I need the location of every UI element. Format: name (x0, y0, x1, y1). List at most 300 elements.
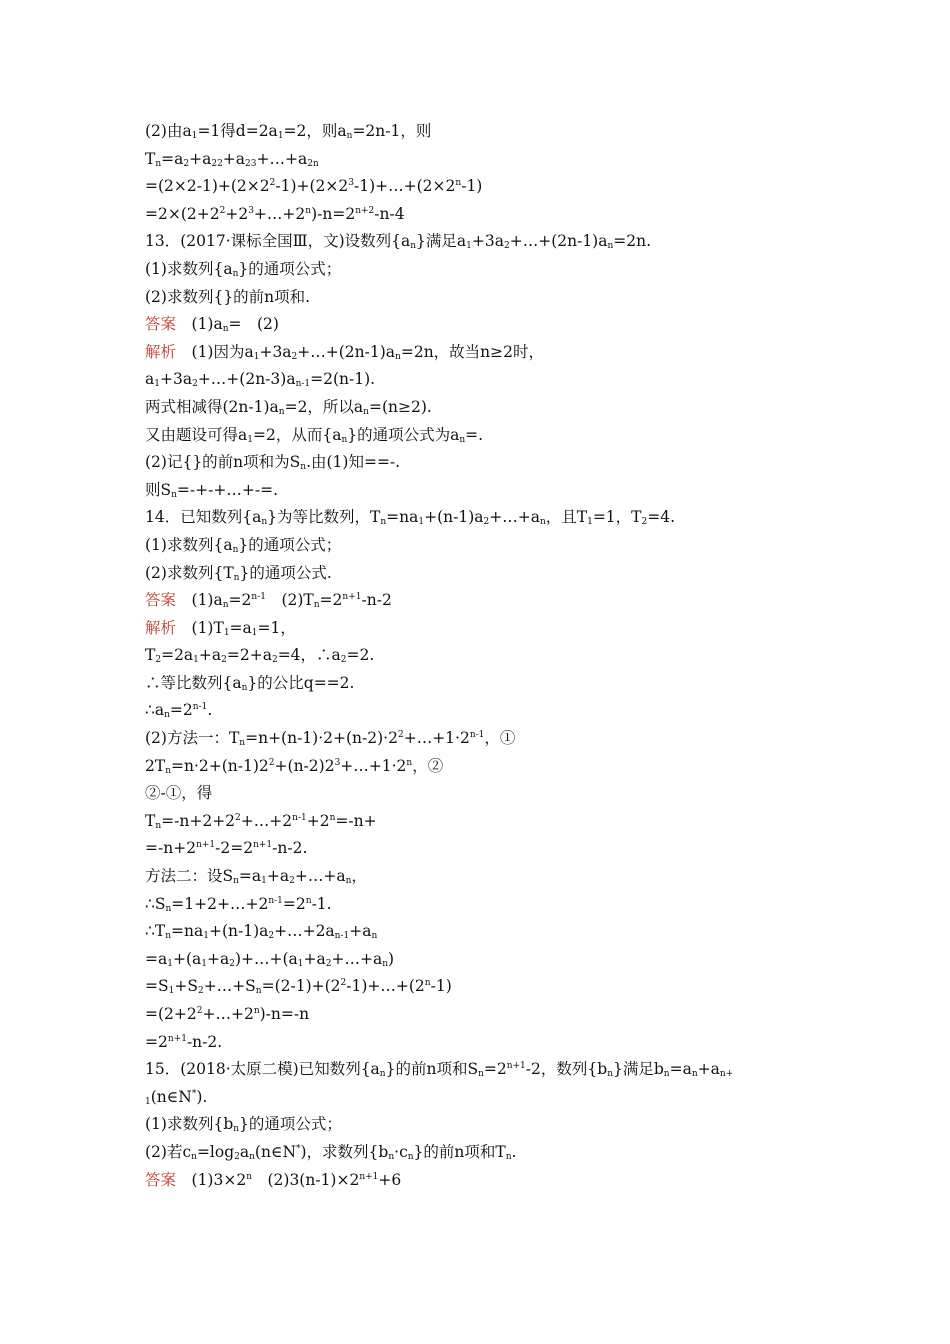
subscript: 2 (229, 958, 235, 969)
subscript: 1 (277, 131, 284, 141)
text-segment: =2+a (226, 646, 272, 665)
text-segment: -1) (461, 177, 483, 196)
subscript: n (607, 241, 614, 252)
subscript: n (278, 406, 285, 417)
subscript: 2 (192, 379, 198, 390)
text-segment: 14．已知数列{a (145, 508, 262, 527)
subscript: n (241, 682, 248, 693)
text-segment: }的公比q==2. (247, 673, 355, 692)
text-segment: 又由题设可得a (145, 425, 248, 444)
subscript: 1 (587, 517, 593, 528)
subscript: n (607, 1069, 613, 1080)
text-line (145, 918, 825, 946)
text-segment: (2)3(n-1)×2 (251, 1170, 360, 1189)
text-segment: =2×(2+2 (145, 204, 220, 223)
text-segment: ). (196, 1087, 208, 1106)
subscript: n (395, 351, 401, 362)
text-segment: -1)+…+(2 (346, 977, 425, 996)
text-segment: ∴T (145, 922, 166, 941)
subscript: 1 (247, 434, 253, 445)
text-segment: =2 (483, 1060, 507, 1079)
text-segment: =2a (161, 646, 194, 665)
subscript: n (165, 765, 171, 776)
text-line (145, 1001, 825, 1029)
subscript: 1 (193, 655, 199, 666)
subscript: n (663, 1069, 670, 1080)
subscript: 2 (197, 986, 204, 997)
subscript: 1 (168, 986, 175, 997)
text-segment: =(2+2 (145, 1005, 197, 1023)
subscript: 2n (307, 158, 319, 169)
text-line (145, 835, 825, 863)
subscript: 2 (291, 351, 298, 362)
text-segment: (2)求数列{}的前n项和. (145, 287, 311, 306)
text-line (145, 642, 825, 670)
text-line (145, 946, 825, 974)
text-segment: +…+1·2 (340, 756, 407, 775)
text-line (145, 284, 825, 312)
text-segment: }满足a (416, 232, 467, 251)
text-segment: =a (161, 149, 184, 168)
text-segment: +a (697, 1060, 720, 1079)
superscript: n-1 (192, 702, 208, 713)
text-line (145, 615, 825, 643)
text-segment: . (511, 1142, 517, 1161)
text-segment: =2，所以a (284, 397, 364, 416)
subscript: n (233, 572, 240, 583)
text-segment: (1)3×2 (176, 1170, 247, 1189)
text-line (145, 311, 825, 339)
superscript: n+1 (167, 1033, 187, 1044)
subscript: 1 (191, 131, 198, 141)
answer-label: 解析 (145, 342, 177, 361)
subscript: n (300, 462, 307, 473)
subscript: n (239, 738, 246, 749)
subscript: 2 (234, 1151, 240, 1162)
text-segment: =a (229, 618, 252, 637)
subscript: n (233, 1124, 240, 1135)
superscript: 2 (196, 1006, 203, 1016)
text-segment: T (145, 646, 156, 665)
superscript: n (424, 978, 431, 989)
text-segment: -1. (311, 894, 332, 913)
text-segment: +a (189, 149, 212, 168)
text-segment: =2，从而{a (252, 425, 342, 444)
text-line (145, 587, 825, 615)
text-segment: = (2) (228, 315, 279, 334)
subscript: 2 (483, 517, 490, 528)
text-segment: +(n-1)a (208, 922, 269, 941)
subscript: 1 (297, 958, 304, 969)
text-segment: +2 (306, 811, 330, 830)
subscript: n (313, 600, 320, 611)
text-segment: a (239, 1142, 250, 1161)
text-segment: =1+2+…+2 (171, 894, 269, 913)
text-segment: T (145, 149, 156, 168)
text-segment: =2. (346, 646, 375, 665)
text-line (145, 753, 825, 781)
text-segment: N (282, 1142, 296, 1161)
text-segment: =2 (145, 1032, 168, 1051)
subscript: n (232, 544, 239, 555)
subscript: n (363, 406, 369, 417)
subscript: 2 (641, 517, 648, 528)
superscript: n (305, 895, 312, 906)
text-segment: -2，数列{b (525, 1060, 608, 1079)
subscript: n (505, 1151, 512, 1162)
text-segment: (1)求数列{a (145, 535, 233, 554)
text-segment: ， (351, 867, 367, 886)
text-segment: -1)+(2×2 (275, 177, 349, 196)
text-segment: =(2×2-1)+(2×2 (145, 177, 270, 196)
text-segment: ，① (484, 729, 516, 748)
superscript: 2 (269, 178, 276, 189)
text-segment: 2T (145, 756, 166, 775)
text-segment: 两式相减得(2n-1)a (145, 397, 279, 416)
superscript: 3 (348, 178, 355, 189)
subscript: 22 (211, 158, 223, 169)
subscript: 1 (466, 241, 472, 252)
text-line (145, 449, 825, 477)
subscript: n (191, 1151, 197, 1162)
superscript: n+1 (196, 840, 216, 851)
text-line (145, 670, 825, 698)
text-segment: +…+a (489, 508, 540, 527)
text-line (145, 1056, 825, 1084)
text-segment: -1)+…+(2×2 (354, 177, 456, 196)
text-line (145, 118, 825, 146)
subscript: 1 (154, 379, 160, 390)
subscript: n (222, 324, 229, 335)
superscript: * (191, 1088, 197, 1099)
subscript: 2 (268, 931, 275, 942)
subscript: n (380, 517, 387, 528)
text-segment: +3a (159, 370, 193, 389)
text-segment: +…+a (331, 949, 383, 968)
superscript: * (296, 1143, 301, 1154)
text-segment: +(n-1)a (424, 508, 484, 527)
superscript: n-1 (251, 592, 266, 603)
text-segment: 则S (145, 480, 172, 499)
text-line (145, 780, 825, 808)
text-line (145, 891, 825, 919)
superscript: n+1 (342, 592, 362, 603)
text-segment: 15．(2018·太原二模)已知数列{a (145, 1060, 380, 1079)
text-segment: }的通项公式； (238, 535, 342, 554)
text-line (145, 532, 825, 560)
text-line (145, 725, 825, 753)
subscript: 1 (145, 1096, 151, 1107)
subscript: n (171, 489, 177, 500)
subscript: n (341, 434, 348, 445)
text-segment: . (207, 701, 213, 720)
text-segment: =2 (319, 591, 343, 610)
text-segment: T (145, 811, 156, 830)
text-segment: ∴a (145, 701, 165, 720)
text-segment: +3a (471, 232, 504, 251)
text-line (145, 863, 825, 891)
subscript: n-1 (334, 931, 350, 942)
text-segment: +…+1·2 (403, 729, 470, 748)
superscript: n (329, 812, 336, 823)
text-line (145, 146, 825, 174)
text-segment: )-n=2 (311, 204, 356, 223)
text-segment: )-n=-n (259, 1005, 310, 1023)
text-segment: (1)因为a (176, 342, 254, 361)
text-segment: +…+2 (253, 204, 306, 223)
subscript: 2 (325, 958, 332, 969)
text-segment: (1)a (176, 315, 223, 334)
superscript: n+1 (253, 840, 273, 851)
text-segment: =4，∴a (277, 646, 341, 665)
text-segment: =2 (282, 894, 306, 913)
subscript: 1 (261, 876, 267, 887)
text-segment: -1) (430, 977, 452, 996)
subscript: 1 (203, 931, 209, 942)
superscript: n+2 (355, 205, 375, 216)
text-segment: =1得d=2a (197, 122, 278, 140)
text-line (145, 339, 825, 367)
text-line (145, 1084, 825, 1112)
text-segment: +a (349, 922, 372, 941)
subscript: n (410, 241, 417, 252)
text-segment: +…+(2n-1)a (509, 232, 608, 251)
text-line (145, 560, 825, 588)
text-segment: (n∈ (254, 1142, 283, 1161)
text-line (145, 973, 825, 1001)
subscript: 1 (201, 958, 207, 969)
text-segment: =n·2+(n-1)2 (171, 756, 269, 775)
text-segment: =(n≥2). (368, 397, 432, 416)
text-line (145, 1139, 825, 1167)
subscript: n (222, 600, 229, 611)
superscript: 2 (268, 757, 275, 768)
text-line (145, 394, 825, 422)
text-segment: =1，T (592, 508, 642, 527)
text-segment: ) (387, 949, 395, 968)
answer-label: 解析 (145, 618, 177, 637)
superscript: n+1 (359, 1171, 379, 1182)
subscript: n (371, 931, 378, 942)
answer-label: 答案 (145, 315, 177, 334)
text-segment: =2 (169, 701, 193, 720)
text-line (145, 504, 825, 532)
text-segment: )，求数列{b (300, 1142, 389, 1161)
text-segment: +a (222, 149, 246, 168)
superscript: 3 (334, 757, 341, 768)
text-segment: -n-2 (361, 591, 392, 610)
text-segment: =2(n-1). (310, 370, 376, 389)
text-segment: +a (206, 949, 230, 968)
text-segment: ，且T (545, 508, 588, 527)
text-segment: =na (386, 508, 419, 527)
text-segment: -n-2. (272, 839, 308, 858)
subscript: 2 (155, 655, 162, 666)
text-segment: N (178, 1087, 192, 1106)
text-segment: =na (171, 922, 204, 941)
text-segment: (n∈ (150, 1087, 179, 1106)
subscript: n (232, 268, 239, 279)
text-segment: +…+a (256, 149, 308, 168)
text-segment: (2)记{}的前n项和为S (145, 453, 301, 472)
subscript: 2 (289, 876, 295, 887)
subscript: n-1 (295, 379, 311, 390)
subscript: n (478, 1069, 484, 1080)
text-segment: }的前n项和S (385, 1060, 479, 1079)
text-segment: =4. (647, 508, 676, 527)
text-line (145, 477, 825, 505)
text-segment: +2 (225, 204, 249, 223)
superscript: 2 (235, 812, 241, 823)
superscript: n (246, 1171, 252, 1182)
text-segment: )+…+(a (234, 949, 298, 968)
superscript: 2 (219, 205, 226, 216)
text-segment: -2=2 (215, 839, 254, 858)
text-segment: ，② (412, 756, 444, 775)
text-line (145, 1029, 825, 1057)
superscript: 3 (248, 205, 254, 216)
text-segment: +6 (378, 1170, 402, 1189)
text-segment: +…+2 (202, 1005, 254, 1023)
text-line (145, 366, 825, 394)
document-page (145, 118, 825, 1194)
subscript: n (233, 876, 239, 887)
text-line (145, 1111, 825, 1139)
text-segment: +(n-2)2 (274, 756, 335, 775)
answer-label: 答案 (145, 1170, 177, 1189)
text-segment: (2)求数列{T (145, 563, 234, 582)
subscript: n (346, 131, 353, 141)
subscript: 1 (418, 517, 425, 528)
superscript: n-1 (268, 895, 283, 906)
text-segment: +…+2 (240, 811, 293, 830)
superscript: n-1 (292, 812, 307, 823)
text-segment: =a (238, 867, 262, 886)
subscript: n (255, 986, 262, 997)
text-segment: =-+-+…+-=. (176, 480, 278, 499)
text-segment: +…+(2n-1)a (297, 342, 396, 361)
text-segment: +S (174, 977, 198, 996)
superscript: 2 (340, 978, 347, 989)
text-segment: ②-①，得 (145, 784, 213, 803)
text-segment: =. (465, 425, 484, 444)
subscript: n (379, 1069, 386, 1080)
text-segment: =2n-1，则 (352, 122, 432, 140)
text-segment: +a (266, 867, 290, 886)
text-segment: ∴等比数列{a (145, 673, 242, 692)
subscript: n (459, 434, 466, 445)
text-segment: =2n. (613, 232, 652, 251)
text-segment: =log (196, 1142, 235, 1161)
text-segment: =2，则a (283, 122, 347, 140)
text-segment: +a (198, 646, 222, 665)
subscript: n (164, 710, 170, 721)
subscript: 2 (183, 158, 190, 169)
text-line (145, 808, 825, 836)
text-segment: +a (303, 949, 326, 968)
text-line (145, 256, 825, 284)
subscript: n (691, 1069, 698, 1080)
text-segment: +(a (172, 949, 202, 968)
text-segment: =a (669, 1060, 692, 1079)
text-segment: (2)方法一：T (145, 729, 240, 748)
subscript: 1 (251, 627, 258, 638)
text-segment: (1)T (176, 618, 224, 637)
superscript: n (406, 757, 413, 768)
text-line (145, 422, 825, 450)
subscript: n+ (719, 1069, 734, 1080)
subscript: n (388, 1151, 395, 1162)
text-segment: +…+S (203, 977, 256, 996)
superscript: n-1 (469, 730, 485, 741)
text-segment: .由(1)知==-. (306, 453, 401, 472)
text-segment: (1)求数列{b (145, 1115, 234, 1134)
text-segment: =S (145, 977, 169, 996)
subscript: n (165, 903, 172, 914)
answer-label: 答案 (145, 591, 177, 610)
subscript: n (539, 517, 546, 528)
superscript: n (253, 1006, 260, 1016)
text-segment: 方法二：设S (145, 867, 234, 886)
subscript: n (155, 158, 162, 169)
text-segment: +…+(2n-3)a (197, 370, 296, 389)
text-segment: }的前n项和T (413, 1142, 506, 1161)
subscript: 1 (253, 351, 260, 362)
subscript: n (261, 517, 268, 528)
text-segment: =-n+2+2 (161, 811, 236, 830)
text-segment: }的通项公式； (239, 1115, 342, 1134)
text-segment: =(2-1)+(2 (261, 977, 341, 996)
text-segment: =2n，故当n≥2时， (400, 342, 545, 361)
text-line (145, 228, 825, 256)
subscript: 23 (245, 158, 257, 169)
subscript: 1 (223, 627, 230, 638)
text-segment: -n-4 (374, 204, 405, 223)
text-segment: (1)求数列{a (145, 259, 233, 278)
text-line (145, 1167, 825, 1195)
text-segment: (1)a (176, 591, 223, 610)
text-segment: (2)由a (145, 122, 192, 140)
text-segment: a (145, 370, 155, 389)
superscript: 2 (397, 730, 404, 741)
text-segment: +3a (259, 342, 292, 361)
subscript: n (407, 1151, 414, 1162)
text-segment: +…+2a (274, 922, 335, 941)
superscript: n+1 (506, 1061, 526, 1072)
text-segment: ∴S (145, 894, 166, 913)
subscript: 2 (271, 655, 278, 666)
text-segment: =-n+2 (145, 839, 197, 858)
text-line (145, 173, 825, 201)
subscript: 1 (167, 958, 173, 969)
subscript: n (155, 820, 162, 831)
subscript: 2 (503, 241, 510, 252)
superscript: n (455, 178, 462, 189)
text-segment: }的通项公式； (238, 259, 342, 278)
text-segment: }的通项公式. (239, 563, 332, 582)
text-segment: 13．(2017·课标全国Ⅲ，文)设数列{a (145, 232, 411, 251)
text-segment: ·c (394, 1142, 408, 1161)
text-segment: -n-2. (186, 1032, 223, 1051)
subscript: n (249, 1151, 255, 1162)
text-segment: (2)T (265, 591, 314, 610)
subscript: 2 (221, 655, 227, 666)
text-line (145, 201, 825, 229)
subscript: n (165, 931, 171, 942)
text-segment: =2 (228, 591, 252, 610)
text-segment: =1， (257, 618, 296, 637)
text-segment: (2)若c (145, 1142, 192, 1161)
